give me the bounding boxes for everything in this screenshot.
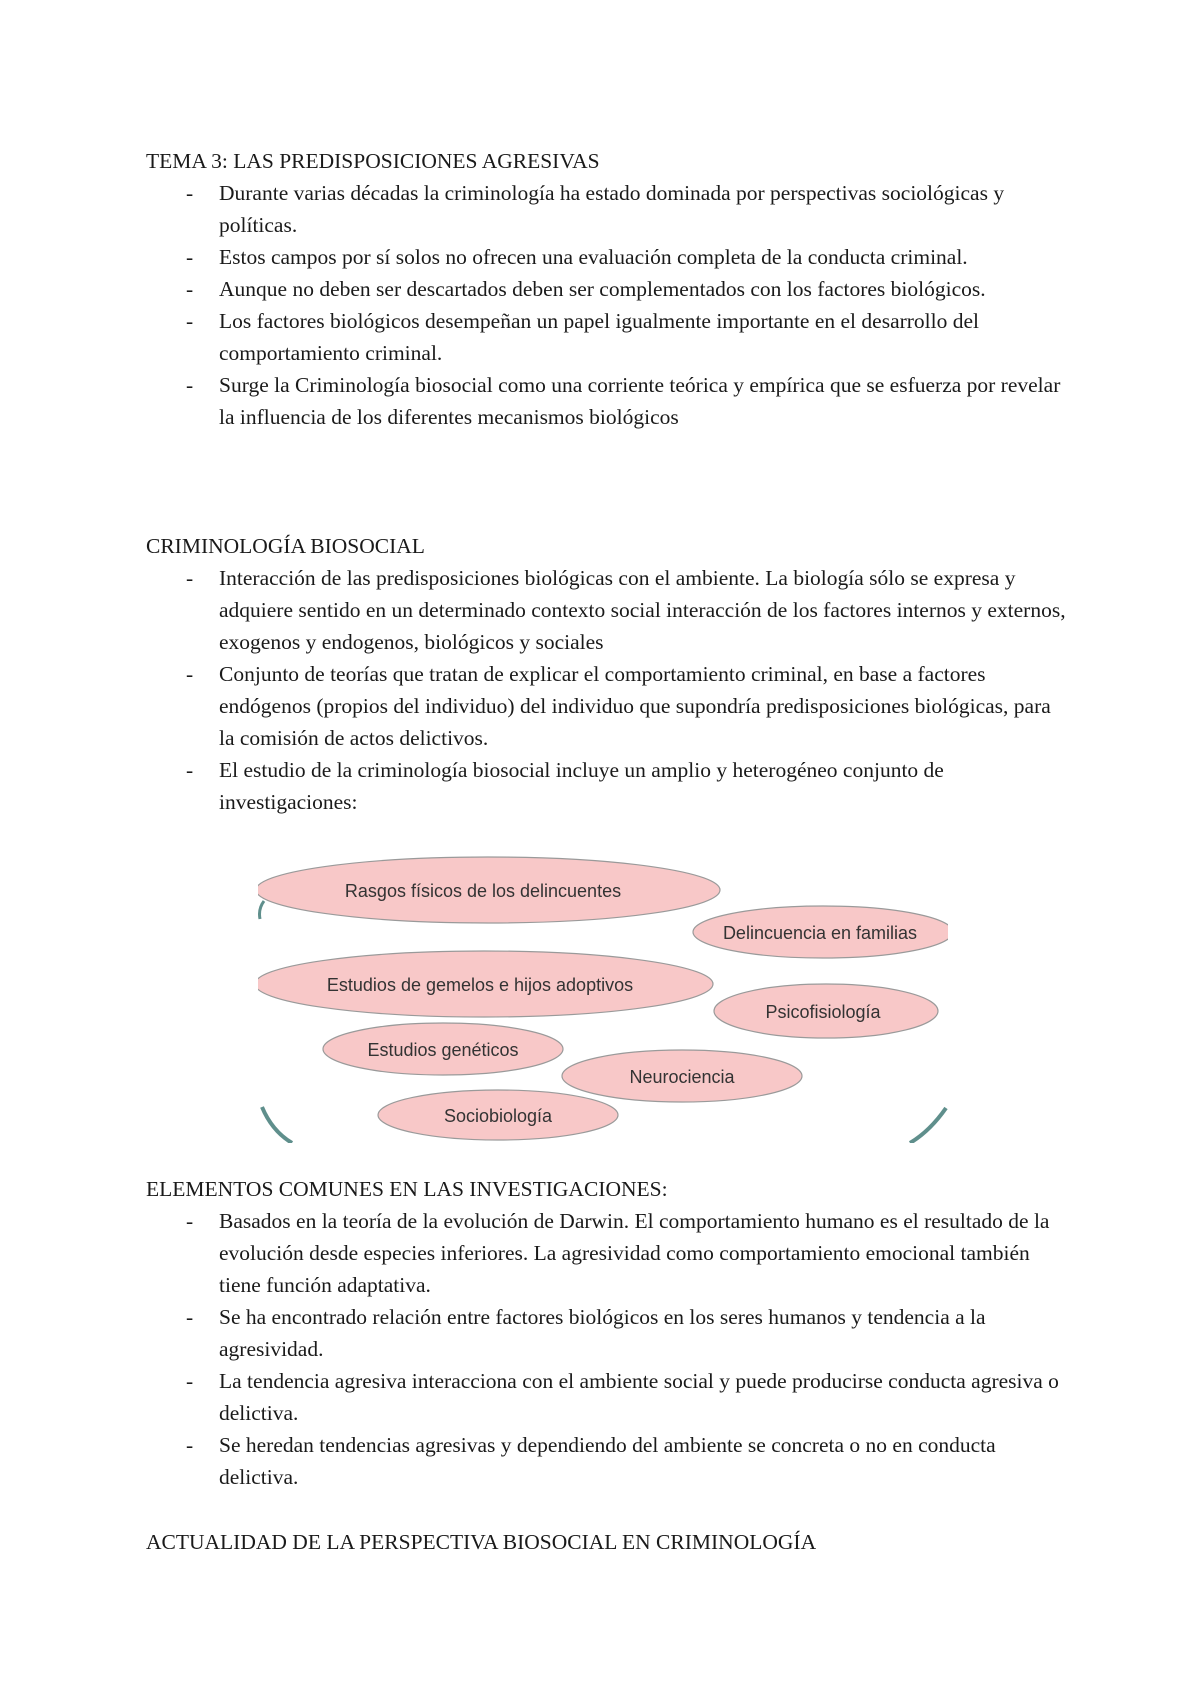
diagram-frame-bottom-right [910,1108,946,1143]
list-item: - Basados en la teoría de la evolución de Darwin. El comportamiento humano es el resultado de la evolución desde especies inferiores. La agresividad como comportamiento emocional también tiene función adaptativa. [146,1205,1066,1301]
list-item: - Se heredan tendencias agresivas y dependiendo del ambiente se concreta o no en conducta delictiva. [146,1429,1066,1493]
diagram-frame-bottom-left [262,1107,292,1143]
oval-label-psicofisiologia: Psicofisiología [765,1002,881,1022]
bullet-list-biosocial [146,562,1066,818]
list-item: - Estos campos por sí solos no ofrecen una evaluación completa de la conducta criminal. [146,241,1066,273]
section-heading-criminologia-biosocial: CRIMINOLOGÍA BIOSOCIAL [146,534,425,558]
list-item: - La tendencia agresiva interacciona con el ambiente social y puede producirse conducta agresiva o delictiva. [146,1365,1066,1429]
section-heading-elementos-comunes: ELEMENTOS COMUNES EN LAS INVESTIGACIONES: [146,1177,668,1201]
research-areas-diagram [258,853,948,1143]
diagram-frame-top-left [260,901,265,919]
section-heading-tema3: TEMA 3: LAS PREDISPOSICIONES AGRESIVAS [146,149,600,173]
list-item: - Interacción de las predisposiciones biológicas con el ambiente. La biología sólo se expresa y adquiere sentido en un determinado contexto social interacción de los factores internos y externos, exogenos y endogenos, biológicos y sociales [146,562,1066,658]
bullet-list-elementos [146,1205,1066,1493]
oval-label-sociobiologia: Sociobiología [443,1106,553,1126]
research-areas-svg [258,853,948,1143]
list-item: - Los factores biológicos desempeñan un papel igualmente importante en el desarrollo del comportamiento criminal. [146,305,1066,369]
oval-label-delincuencia-familias: Delincuencia en familias [722,923,918,943]
list-item: - El estudio de la criminología biosocial incluye un amplio y heterogéneo conjunto de investigaciones: [146,754,1066,818]
list-item: - Conjunto de teorías que tratan de explicar el comportamiento criminal, en base a factores endógenos (propios del individuo) del individuo que supondría predisposiciones biológicas, para la comisión de actos delictivos. [146,658,1066,754]
oval-label-gemelos-adoptivos: Estudios de gemelos e hijos adoptivos [326,975,634,995]
oval-label-neurociencia: Neurociencia [629,1067,735,1087]
list-item: - Durante varias décadas la criminología ha estado dominada por perspectivas sociológicas y políticas. [146,177,1066,241]
bullet-list-intro [146,177,1066,433]
list-item: - Surge la Criminología biosocial como una corriente teórica y empírica que se esfuerza por revelar la influencia de los diferentes mecanismos biológicos [146,369,1066,433]
oval-label-rasgos-fisicos: Rasgos físicos de los delincuentes [344,881,622,901]
list-item: - Aunque no deben ser descartados deben ser complementados con los factores biológicos. [146,273,1066,305]
section-heading-actualidad: ACTUALIDAD DE LA PERSPECTIVA BIOSOCIAL EN CRIMINOLOGÍA [146,1530,817,1554]
list-item: - Se ha encontrado relación entre factores biológicos en los seres humanos y tendencia a la agresividad. [146,1301,1066,1365]
oval-label-estudios-geneticos: Estudios genéticos [367,1040,519,1060]
